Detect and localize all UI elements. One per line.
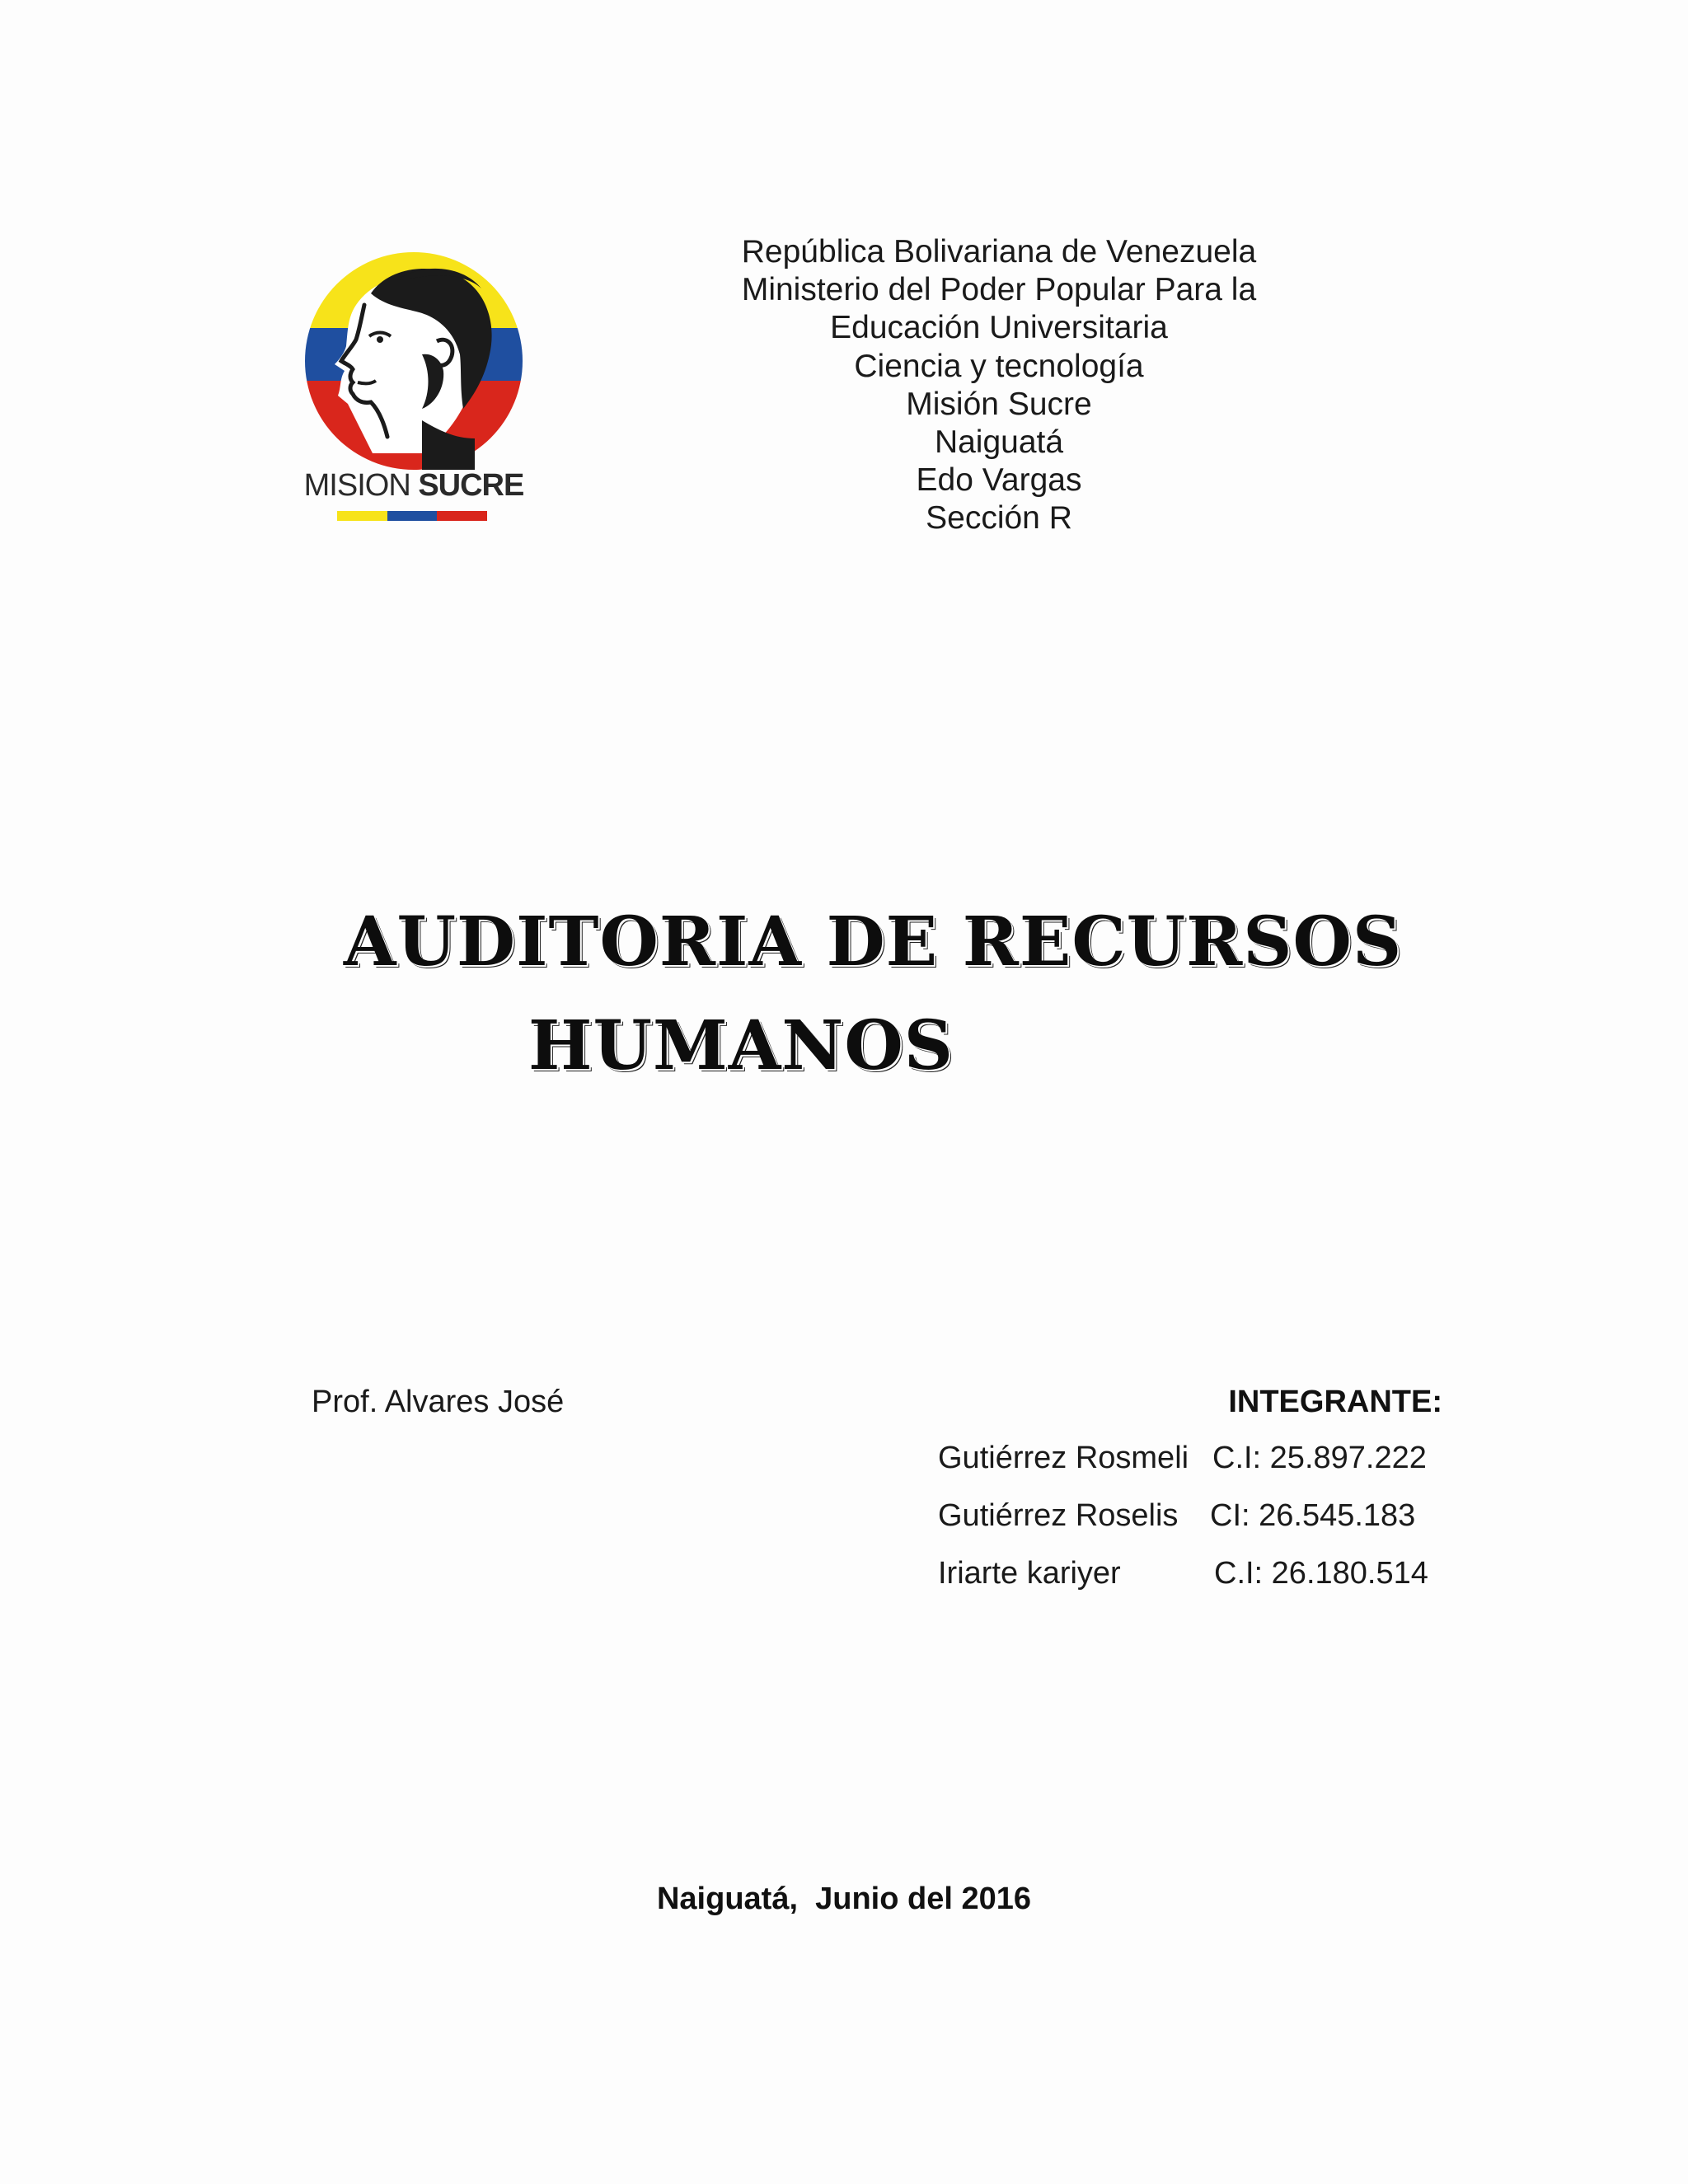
header-line: Sección R (926, 500, 1072, 537)
header-line: Educación Universitaria (830, 310, 1168, 346)
member-name: Gutiérrez Roselis (938, 1498, 1179, 1533)
logo-wordmark (298, 468, 529, 504)
logo-brand-bold: SUCRE (418, 468, 524, 503)
member-name: Iriarte kariyer (938, 1556, 1121, 1591)
integrantes-heading: INTEGRANTE: (1228, 1385, 1442, 1419)
title-line-1: AUDITORIA DE RECURSOS (343, 902, 1403, 982)
institution-header (669, 233, 1329, 538)
member-row (938, 1498, 1449, 1556)
header-line: Ciencia y tecnología (854, 348, 1144, 384)
mision-sucre-logo (298, 247, 529, 527)
member-ci: CI: 26.545.183 (1210, 1498, 1416, 1533)
document-title (247, 890, 1441, 1098)
member-name: Gutiérrez Rosmeli (938, 1441, 1189, 1475)
header-line: Ministerio del Poder Popular Para la (741, 272, 1257, 308)
member-row (938, 1441, 1449, 1498)
title-line-2: HUMANOS (528, 1006, 954, 1085)
header-line: República Bolivariana de Venezuela (741, 234, 1257, 269)
logo-bar-red (437, 511, 487, 521)
member-row (938, 1556, 1449, 1614)
header-line: Edo Vargas (916, 462, 1082, 499)
bolivar-profile-icon (298, 247, 529, 470)
member-ci: C.I: 26.180.514 (1214, 1556, 1428, 1591)
logo-color-bars (337, 511, 487, 521)
members-list (938, 1441, 1449, 1614)
place-date-footer: Naiguatá, Junio del 2016 (656, 1882, 1032, 1916)
logo-bar-blue (387, 511, 438, 521)
header-line: Naiguatá (934, 424, 1064, 461)
member-ci: C.I: 25.897.222 (1212, 1441, 1427, 1475)
logo-bar-yellow (337, 511, 387, 521)
professor-name: Prof. Alvares José (312, 1385, 565, 1419)
logo-brand-regular: MISION (303, 468, 410, 503)
header-line: Misión Sucre (906, 386, 1092, 422)
